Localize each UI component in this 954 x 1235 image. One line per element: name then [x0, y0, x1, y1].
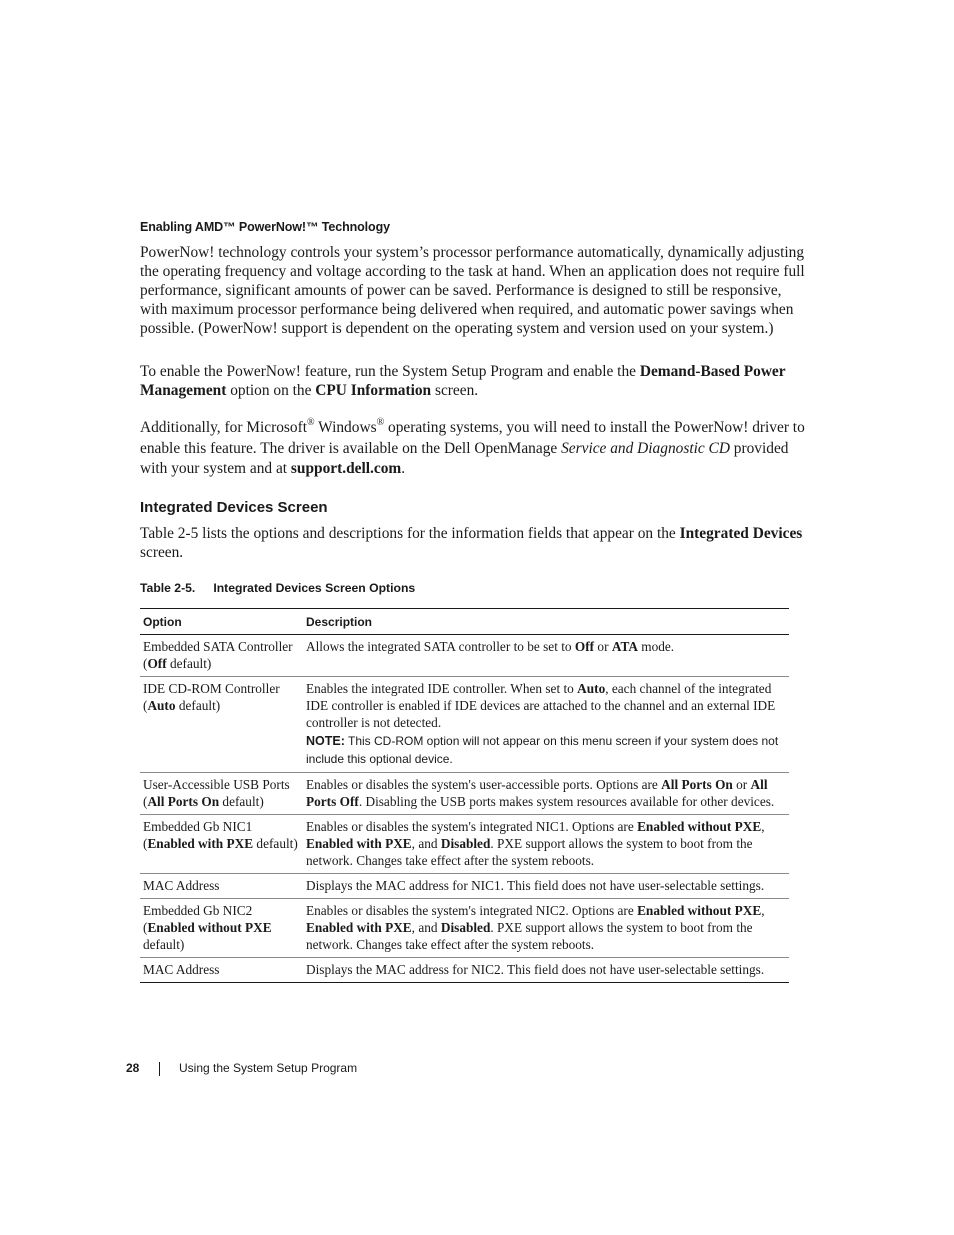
page-number: 28 — [126, 1061, 140, 1075]
description-cell: Enables or disables the system's integrated NIC2. Options are Enabled without PXE, Enabled with PXE, and Disabled. PXE support allows the system to boot from the network. Changes take effect after the system reboots. — [303, 899, 789, 958]
column-header-option: Option — [140, 609, 303, 635]
option-cell: IDE CD-ROM Controller (Auto default) — [140, 677, 303, 773]
section-heading-powernow: Enabling AMD™ PowerNow!™ Technology — [140, 220, 390, 234]
table-row — [140, 677, 789, 773]
table-caption: Table 2-5. Integrated Devices Screen Options — [140, 581, 416, 595]
service-diagnostic-cd-title: Service and Diagnostic CD — [561, 439, 730, 457]
cpu-information-term: CPU Information — [315, 382, 432, 399]
table-row — [140, 874, 789, 899]
description-cell: Displays the MAC address for NIC1. This field does not have user-selectable settings. — [303, 874, 789, 899]
section-heading-integrated-devices: Integrated Devices Screen — [140, 499, 328, 516]
description-cell: Enables or disables the system's user-accessible ports. Options are All Ports On or All Ports Off. Disabling the USB ports makes system resources available for other devices. — [303, 773, 789, 815]
option-cell: Embedded SATA Controller (Off default) — [140, 635, 303, 677]
note-callout: NOTE: This CD-ROM option will not appear on this menu screen if your system does not include this optional device. — [306, 734, 779, 766]
powernow-paragraph-3: Additionally, for Microsoft® Windows® operating systems, you will need to install the PowerNow! driver to enable this feature. The driver is available on the Dell OpenManage Service and Diagnostic CD provided with your system and at support.dell.com. — [140, 416, 805, 477]
table-row — [140, 815, 789, 874]
option-cell: MAC Address — [140, 874, 303, 899]
powernow-paragraph-2: To enable the PowerNow! feature, run the System Setup Program and enable the Demand-Based Power Management option on the CPU Information screen. — [140, 363, 786, 399]
description-cell: Allows the integrated SATA controller to be set to Off or ATA mode. — [303, 635, 789, 677]
demand-based-power-management-term: Demand-Based Power Management — [140, 363, 786, 399]
integrated-devices-paragraph: Table 2-5 lists the options and descriptions for the information fields that appear on the Integrated Devices screen. — [140, 525, 803, 561]
option-cell: Embedded Gb NIC2 (Enabled without PXE default) — [140, 899, 303, 958]
description-cell: Displays the MAC address for NIC2. This field does not have user-selectable settings. — [303, 958, 789, 983]
option-cell: User-Accessible USB Ports (All Ports On default) — [140, 773, 303, 815]
integrated-devices-term: Integrated Devices — [679, 525, 803, 542]
column-header-description: Description — [303, 609, 789, 635]
table-row — [140, 773, 789, 815]
description-cell: Enables or disables the system's integrated NIC1. Options are Enabled without PXE, Enabled with PXE, and Disabled. PXE support allows the system to boot from the network. Changes take effect after the system reboots. — [303, 815, 789, 874]
powernow-paragraph-1: PowerNow! technology controls your system’s processor performance automatically, dynamically adjusting the operating frequency and voltage according to the task at hand. When an application does not require full performance, significant amounts of power can be saved. Performance is designed to still be responsive, with maximum processor performance being delivered when required, and automatic power savings when possible. (PowerNow! support is dependent on the operating system and version used on your system.) — [140, 244, 805, 337]
table-row — [140, 899, 789, 958]
option-cell: Embedded Gb NIC1 (Enabled with PXE default) — [140, 815, 303, 874]
table-header-row — [140, 609, 789, 635]
description-cell: Enables the integrated IDE controller. When set to Auto, each channel of the integrated IDE controller is enabled if IDE devices are attached to the channel and an external IDE controller is not detected. NOTE: This CD-ROM option will not appear on this menu screen if your system does not include this optional device. — [303, 677, 789, 773]
note-label: NOTE: — [306, 734, 345, 748]
support-dell-link: support.dell.com — [290, 460, 402, 477]
footer-chapter-title: Using the System Setup Program — [179, 1061, 358, 1075]
table-row — [140, 635, 789, 677]
option-cell: MAC Address — [140, 958, 303, 983]
table-row — [140, 958, 789, 983]
footer-divider — [159, 1062, 160, 1076]
page-footer — [126, 1061, 358, 1075]
integrated-devices-options-table — [140, 608, 789, 983]
